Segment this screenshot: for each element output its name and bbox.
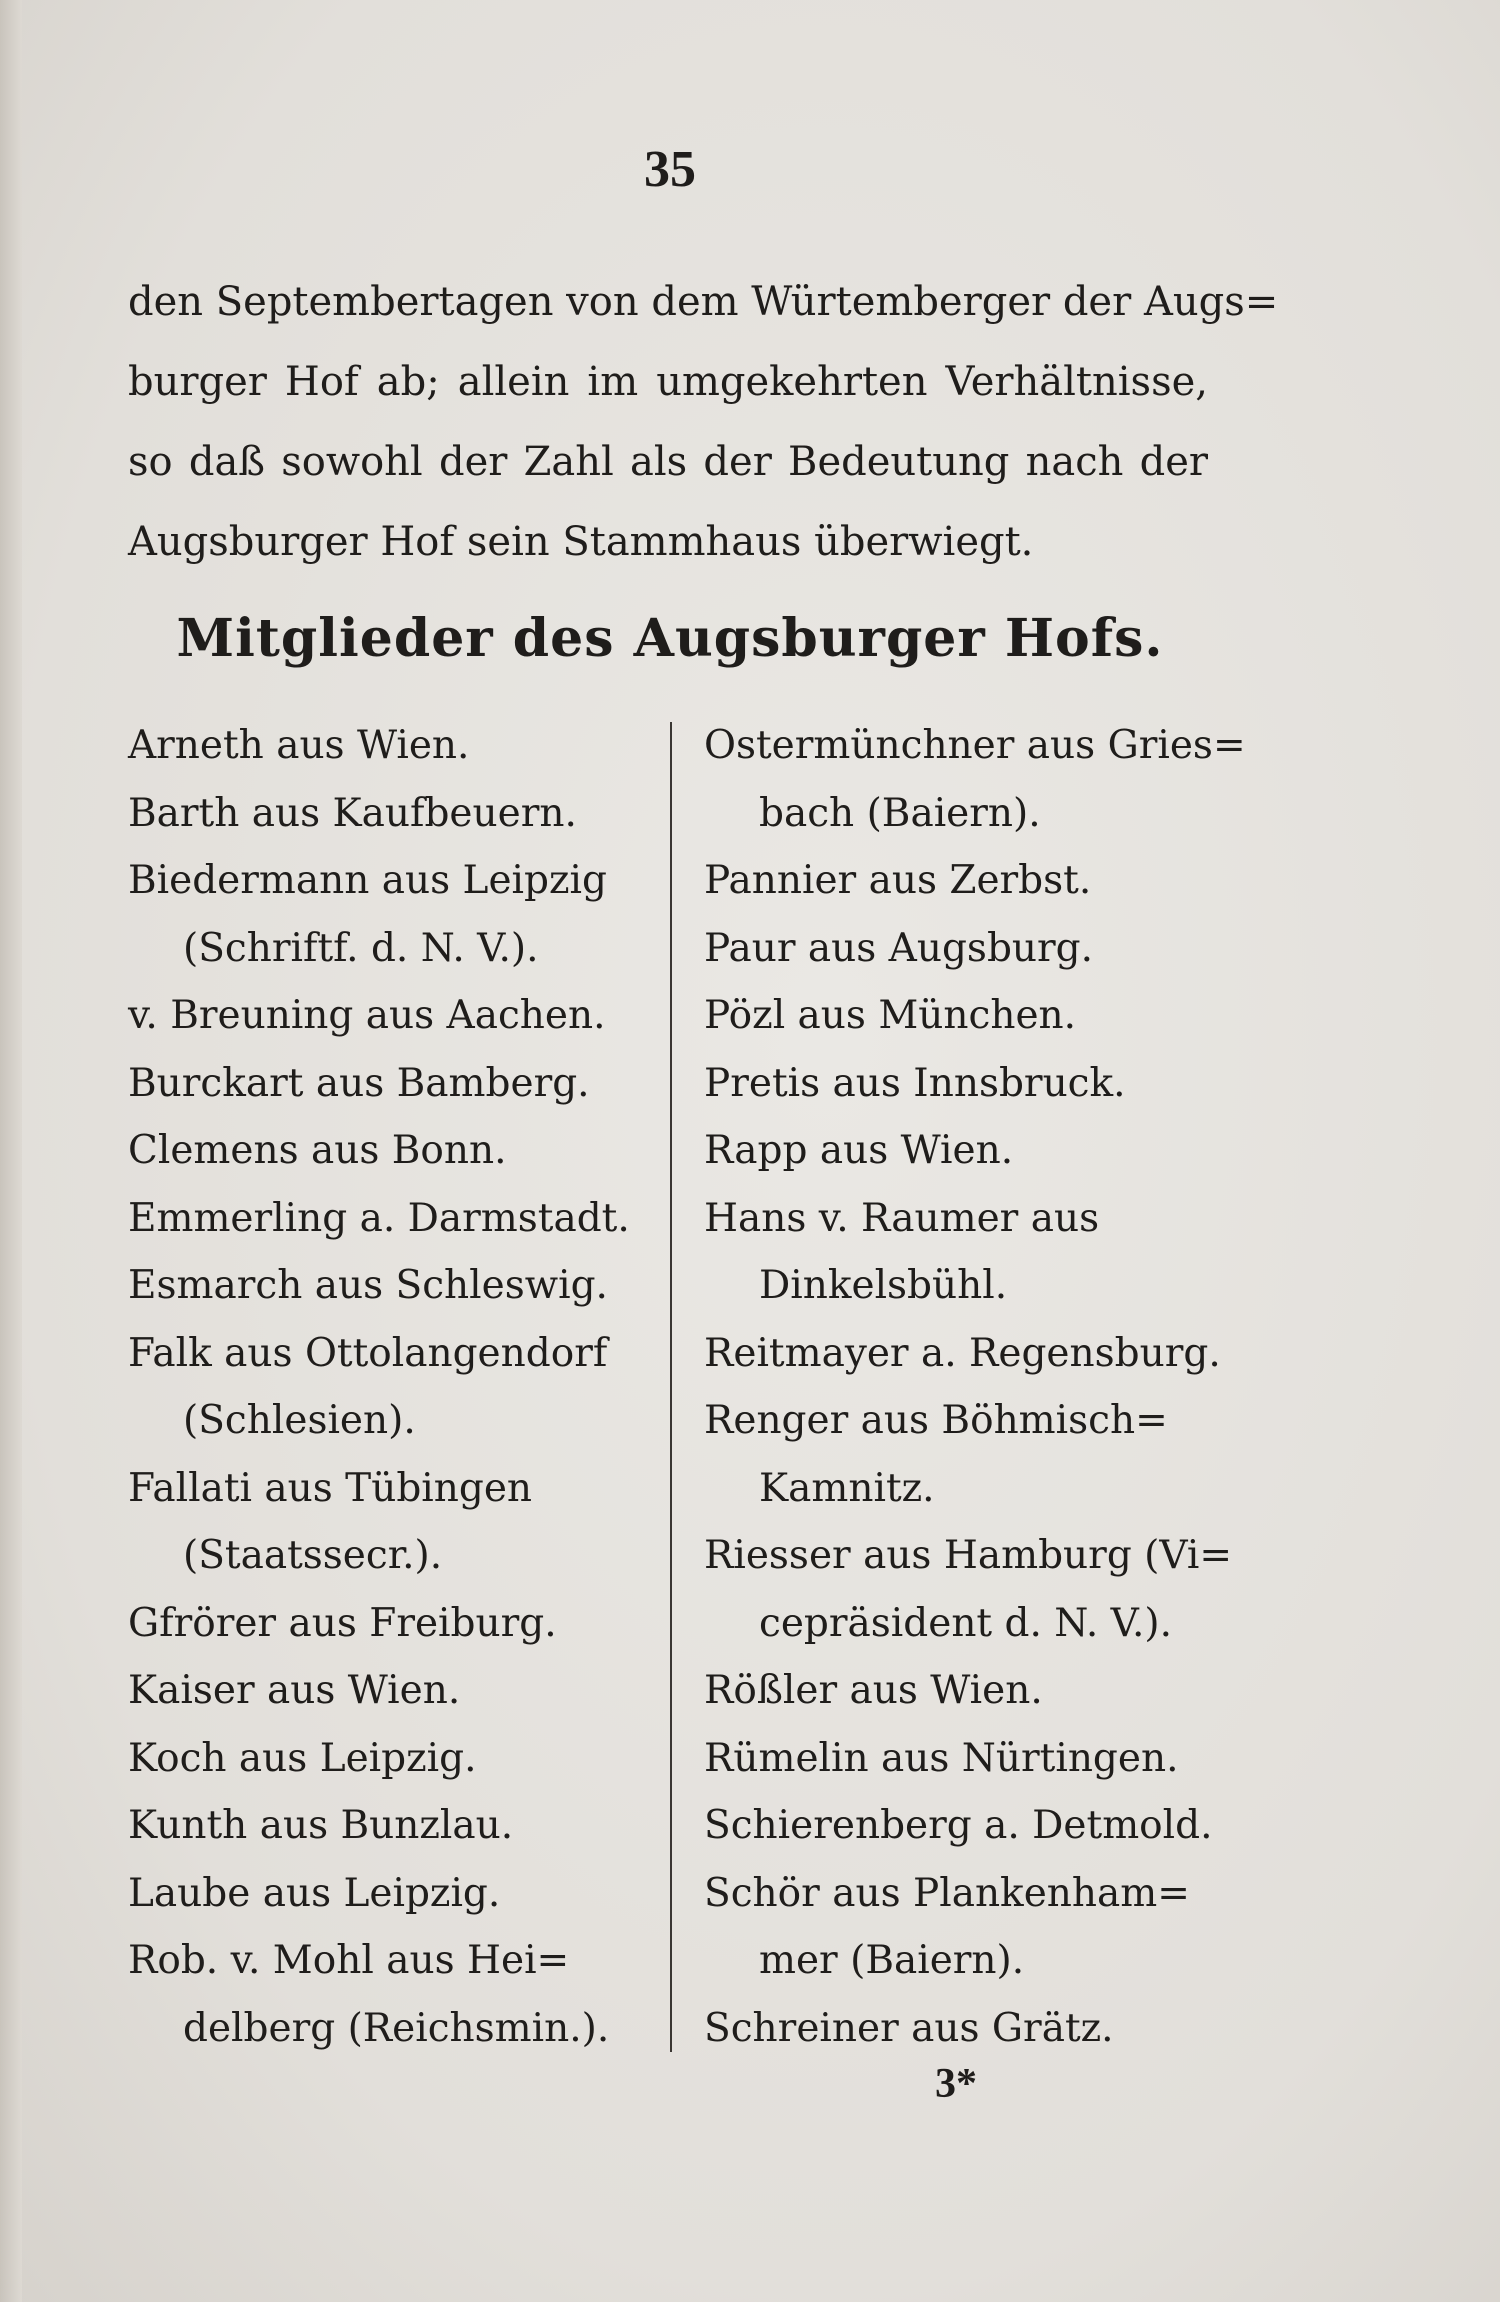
binding-edge (0, 0, 22, 2302)
member-name-line: Schör aus Plankenham= (704, 1870, 1190, 1916)
member-entry (128, 1792, 638, 1860)
member-entry (704, 1725, 1224, 1793)
member-name-line: Riesser aus Hamburg (Vi= (704, 1533, 1233, 1578)
member-name-line: Reitmayer a. Regensburg. (704, 1330, 1221, 1376)
right-column (704, 712, 1246, 2062)
member-name-line: Rümelin aus Nürtingen. (704, 1735, 1179, 1781)
page-number: 35 (644, 141, 696, 198)
member-entry (128, 982, 638, 1050)
member-name-line: Pretis aus Innsbruck. (704, 1060, 1126, 1106)
member-entry (704, 982, 1224, 1050)
section-heading: Mitglieder des Augsburger Hofs. (176, 608, 1164, 669)
member-entry (704, 1792, 1224, 1860)
member-name-line: Schreiner aus Grätz. (704, 2005, 1114, 2051)
signature-mark: 3* (935, 2061, 977, 2107)
member-name-line: Rapp aus Wien. (704, 1128, 1014, 1173)
member-name-line: Rob. v. Mohl aus Hei= (128, 1938, 570, 1983)
member-name-line: Ostermünchner aus Gries= (704, 723, 1246, 768)
member-entry (704, 847, 1224, 915)
member-continuation-line: delberg (Reichsmin.). (183, 2005, 610, 2051)
member-entry (128, 1117, 638, 1185)
member-entry (704, 1522, 1233, 1657)
member-name-line: Fallati aus Tübingen (128, 1465, 533, 1511)
member-name-line: v. Breuning aus Aachen. (128, 993, 606, 1038)
member-name-line: Arneth aus Wien. (128, 723, 470, 768)
member-name-line: Barth aus Kaufbeuern. (128, 790, 577, 836)
member-name-line: Pannier aus Zerbst. (704, 858, 1092, 903)
member-continuation-line: Kamnitz. (759, 1465, 935, 1511)
member-entry (704, 1387, 1224, 1522)
member-entry (128, 1050, 638, 1118)
member-name-line: Renger aus Böhmisch= (704, 1398, 1168, 1443)
member-entry (128, 1252, 638, 1320)
member-continuation-line: cepräsident d. N. V.). (759, 1600, 1173, 1646)
member-entry (128, 1927, 638, 2062)
member-continuation-line: (Schlesien). (183, 1398, 416, 1443)
member-continuation-line: Dinkelsbühl. (759, 1263, 1008, 1308)
member-entry (128, 1860, 638, 1928)
member-entry (128, 847, 638, 982)
column-divider (670, 722, 672, 2052)
member-name-line: Burckart aus Bamberg. (128, 1060, 590, 1106)
member-name-line: Gfrörer aus Freiburg. (128, 1600, 557, 1646)
member-entry (704, 1320, 1224, 1388)
member-entry (704, 1185, 1224, 1320)
member-entry (128, 1725, 638, 1793)
member-entry (704, 1657, 1224, 1725)
member-continuation-line: (Staatssecr.). (183, 1533, 443, 1578)
member-name-line: Schierenberg a. Detmold. (704, 1803, 1213, 1848)
intro-line: den Septembertagen von dem Würtemberger der Augs= (128, 279, 1279, 325)
member-name-line: Koch aus Leipzig. (128, 1735, 477, 1781)
member-entry (128, 712, 638, 780)
intro-paragraph (128, 262, 1279, 582)
member-name-line: Clemens aus Bonn. (128, 1128, 507, 1173)
member-entry (704, 1995, 1224, 2063)
member-continuation-line: (Schriftf. d. N. V.). (183, 925, 539, 971)
member-name-line: Hans v. Raumer aus (704, 1195, 1100, 1241)
intro-line: burger Hof ab; allein im umgekehrten Verhältnisse, (128, 359, 1208, 405)
member-name-line: Laube aus Leipzig. (128, 1870, 501, 1916)
member-name-line: Kunth aus Bunzlau. (128, 1803, 514, 1848)
member-entry (128, 1320, 638, 1455)
member-name-line: Rößler aus Wien. (704, 1668, 1043, 1713)
intro-line: so daß sowohl der Zahl als der Bedeutung nach der (128, 439, 1208, 485)
member-entry (128, 1657, 638, 1725)
member-entry (704, 1117, 1224, 1185)
member-name-line: Paur aus Augsburg. (704, 925, 1094, 971)
member-entry (128, 1455, 638, 1590)
member-entry (704, 712, 1246, 847)
member-entry (128, 780, 638, 848)
member-name-line: Kaiser aus Wien. (128, 1668, 461, 1713)
member-entry (704, 915, 1224, 983)
member-entry (704, 1860, 1224, 1995)
member-name-line: Pözl aus München. (704, 993, 1077, 1038)
member-entry (704, 1050, 1224, 1118)
intro-line: Augsburger Hof sein Stammhaus überwiegt. (128, 519, 1034, 565)
left-column (128, 712, 638, 2062)
member-name-line: Esmarch aus Schleswig. (128, 1263, 608, 1308)
member-name-line: Emmerling a. Darmstadt. (128, 1195, 630, 1241)
member-entry (128, 1185, 638, 1253)
member-continuation-line: mer (Baiern). (759, 1938, 1025, 1983)
member-name-line: Falk aus Ottolangendorf (128, 1330, 608, 1376)
member-name-line: Biedermann aus Leipzig (128, 858, 607, 903)
member-entry (128, 1590, 638, 1658)
member-continuation-line: bach (Baiern). (759, 790, 1041, 836)
